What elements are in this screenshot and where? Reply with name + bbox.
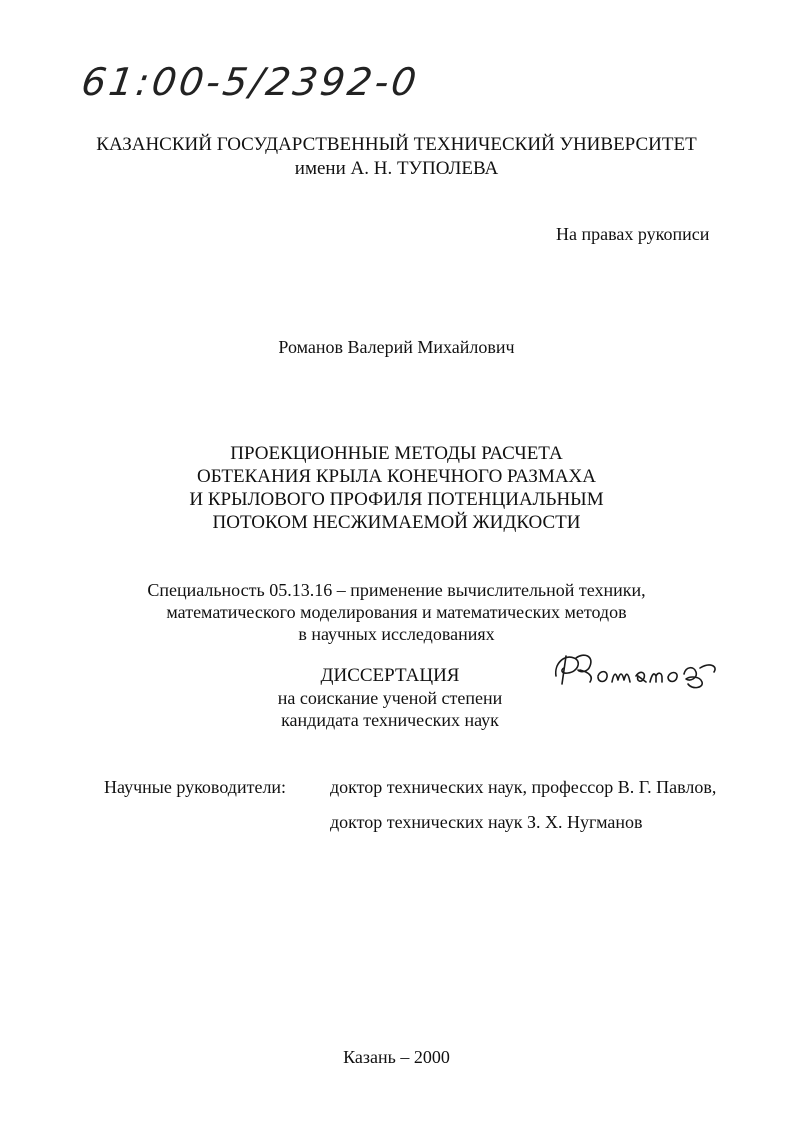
advisors-label: Научные руководители: [104,777,287,797]
degree-line: на соискание ученой степени [277,688,503,708]
university-named-after: имени А. Н. ТУПОЛЕВА [294,158,499,179]
title-line: ПРОЕКЦИОННЫЕ МЕТОДЫ РАСЧЕТА [230,443,563,464]
dissertation-label: ДИССЕРТАЦИЯ [320,665,460,686]
advisor-line: доктор технических наук З. Х. Нугманов [330,812,643,832]
dissertation-degree-block [230,665,550,731]
handwritten-signature [550,646,725,694]
rights-notice: На правах рукописи [556,224,710,244]
title-line: И КРЫЛОВОГО ПРОФИЛЯ ПОТЕНЦИАЛЬНЫМ [189,489,604,510]
specialty-line: в научных исследованиях [298,624,495,644]
title-line: ПОТОКОМ НЕСЖИМАЕМОЙ ЖИДКОСТИ [212,512,581,533]
author-name: Романов Валерий Михайлович [278,337,515,357]
handwritten-catalog-code: 61:00-5/2392-0 [78,60,422,104]
dissertation-title-block [0,442,793,534]
specialty-line: математического моделирования и математических методов [166,602,627,622]
title-line: ОБТЕКАНИЯ КРЫЛА КОНЕЧНОГО РАЗМАХА [197,466,596,487]
specialty-block [0,579,793,645]
degree-line: кандидата технических наук [281,710,499,730]
place-year-footer: Казань – 2000 [343,1047,450,1067]
university-name: КАЗАНСКИЙ ГОСУДАРСТВЕННЫЙ ТЕХНИЧЕСКИЙ УНИВЕРСИТЕТ [96,134,697,155]
advisor-line: доктор технических наук, профессор В. Г. Павлов, [330,777,717,797]
specialty-line: Специальность 05.13.16 – применение вычислительной техники, [147,580,646,600]
